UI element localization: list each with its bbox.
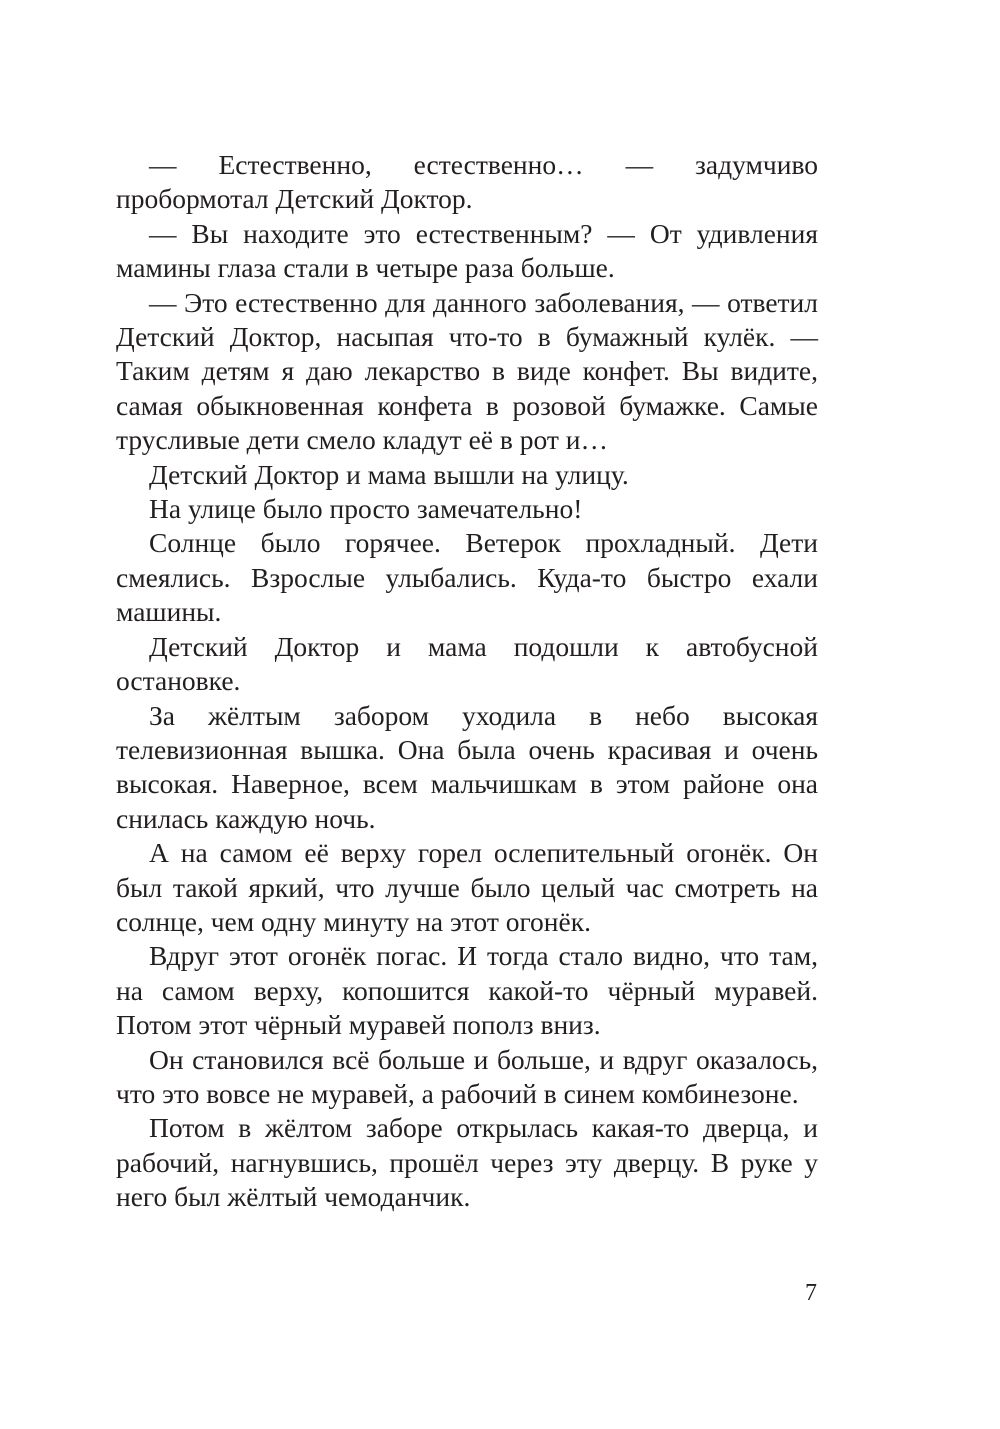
paragraph: Солнце было горячее. Ветерок прохладный. Дети смеялись. Взрослые улыбались. Куда-то быстро ехали машины. [116,527,818,628]
paragraph: Потом в жёлтом заборе открылась какая-то дверца, и рабочий, нагнувшись, прошёл через эту дверцу. В руке у него был жёлтый чемоданчик. [116,1112,818,1213]
paragraph: Вдруг этот огонёк погас. И тогда стало видно, что там, на самом верху, копошится какой-то чёрный муравей. Потом этот чёрный муравей пополз вниз. [116,940,818,1041]
page-number: 7 [805,1280,817,1306]
paragraph: На улице было просто замечательно! [149,493,583,525]
paragraph: А на самом её верху горел ослепительный огонёк. Он был такой яркий, что лучше было целый час смотреть на солнце, чем одну минуту на этот огонёк. [116,837,818,937]
paragraph: Детский Доктор и мама подошли к автобусной остановке. [116,630,818,697]
paragraph: Он становился всё больше и больше, и вдруг оказалось, что это вовсе не муравей, а рабочий в синем комбинезоне. [116,1043,818,1109]
paragraph: Детский Доктор и мама вышли на улицу. [149,458,629,490]
paragraph: — Это естественно для данного заболевания, — ответил Детский Доктор, насыпая что-то в бумажный кулёк. — Таким детям я даю лекарство в виде конфет. Вы видите, самая обыкновенная конфета в розовой бумажке. Самые трусливые дети смело кладут её в рот и… [116,286,818,456]
paragraph: За жёлтым забором уходила в небо высокая телевизионная вышка. Она была очень красивая и очень высокая. Наверное, всем мальчишкам в этом районе она снилась каждую ночь. [116,699,818,834]
paragraph: — Вы находите это естественным? — От удивления мамины глаза стали в четыре раза больше. [116,217,818,284]
body-text [116,148,818,1215]
paragraph: — Естественно, естественно… — задумчиво пробормотал Детский Доктор. [116,149,818,215]
